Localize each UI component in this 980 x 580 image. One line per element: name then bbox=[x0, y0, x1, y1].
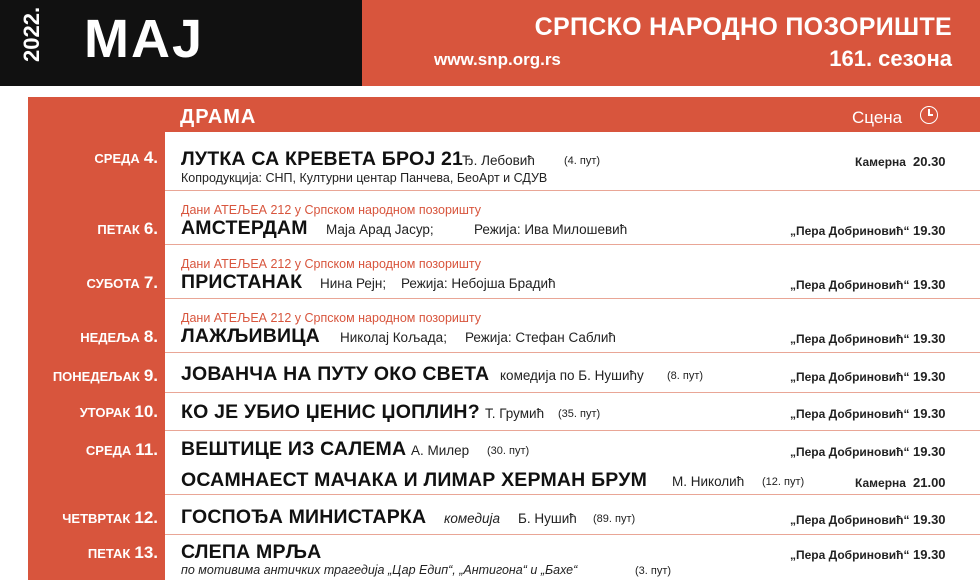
play-title[interactable]: ОСАМНАЕСТ МАЧАКА И ЛИМАР ХЕРМАН БРУМ bbox=[181, 469, 648, 491]
show-time: 19.30 bbox=[913, 406, 946, 421]
show-time: 21.00 bbox=[913, 475, 946, 490]
section-title: ДРАМА bbox=[180, 106, 257, 128]
row-divider bbox=[165, 534, 980, 535]
play-title[interactable]: ГОСПОЂА МИНИСТАРКА bbox=[181, 506, 427, 528]
stage-name: „Пера Добриновић“ bbox=[790, 513, 910, 527]
performance-count: (8. пут) bbox=[667, 370, 704, 382]
date-label: СРЕДА 4. bbox=[94, 148, 158, 167]
play-genre: комедија bbox=[444, 511, 500, 526]
play-director: Режија: Небојша Брадић bbox=[401, 276, 556, 291]
show-time: 19.30 bbox=[913, 277, 946, 292]
header-theatre-block bbox=[362, 0, 980, 86]
play-author: комедија по Б. Нушићу bbox=[500, 368, 644, 383]
play-title[interactable]: ПРИСТАНАК bbox=[181, 271, 303, 293]
year-label: 2022. bbox=[19, 6, 44, 62]
row-divider bbox=[165, 392, 980, 393]
date-label: ПОНЕДЕЉАК 9. bbox=[52, 366, 158, 385]
play-title[interactable]: СЛЕПА МРЉА bbox=[181, 541, 322, 563]
date-label: НЕДЕЉА 8. bbox=[80, 327, 158, 346]
play-subtitle: Копродукција: СНП, Културни центар Панчева, БеоАрт и СДУВ bbox=[181, 171, 548, 185]
play-author: Ђ. Лебовић bbox=[462, 153, 535, 168]
show-time: 19.30 bbox=[913, 547, 946, 562]
play-author: Т. Грумић bbox=[485, 406, 545, 421]
show-time: 19.30 bbox=[913, 444, 946, 459]
stage-column-label: Сцена bbox=[852, 108, 903, 127]
performance-count: (89. пут) bbox=[593, 513, 636, 525]
play-author: Нина Рејн; bbox=[320, 276, 387, 291]
guest-note: Дани АТЕЉЕА 212 у Српском народном позоришту bbox=[181, 203, 482, 217]
play-subtitle: по мотивима античких трагедија „Цар Едип“, „Антигона“ и „Бахе“ bbox=[181, 563, 578, 577]
play-author: Б. Нушић bbox=[518, 511, 577, 526]
stage-name: Камерна bbox=[855, 476, 906, 490]
guest-note: Дани АТЕЉЕА 212 у Српском народном позоришту bbox=[181, 311, 482, 325]
date-label: СРЕДА 11. bbox=[85, 440, 158, 459]
play-author: Маја Арад Јасур; bbox=[326, 222, 434, 237]
stage-name: „Пера Добриновић“ bbox=[790, 407, 910, 421]
show-time: 19.30 bbox=[913, 512, 946, 527]
play-title[interactable]: ЛАЖЉИВИЦА bbox=[181, 325, 320, 347]
performance-count: (35. пут) bbox=[558, 408, 601, 420]
show-time: 20.30 bbox=[913, 154, 946, 169]
play-title[interactable]: АМСТЕРДАМ bbox=[181, 217, 308, 239]
play-author: Николај Кољада; bbox=[340, 330, 447, 345]
stage-name: „Пера Добриновић“ bbox=[790, 548, 910, 562]
performance-count: (4. пут) bbox=[564, 155, 601, 167]
play-director: Режија: Ива Милошевић bbox=[474, 222, 628, 237]
show-time: 19.30 bbox=[913, 369, 946, 384]
date-label: ПЕТАК 13. bbox=[87, 543, 158, 562]
stage-name: „Пера Добриновић“ bbox=[790, 445, 910, 459]
month-title: МАЈ bbox=[84, 9, 205, 69]
play-title[interactable]: ЈОВАНЧА НА ПУТУ ОКО СВЕТА bbox=[181, 363, 490, 385]
row-divider bbox=[165, 190, 980, 191]
stage-name: „Пера Добриновић“ bbox=[790, 332, 910, 346]
row-divider bbox=[165, 494, 980, 495]
performance-count: (12. пут) bbox=[762, 476, 805, 488]
play-title[interactable]: ВЕШТИЦЕ ИЗ САЛЕМА bbox=[181, 438, 407, 460]
row-divider bbox=[165, 430, 980, 431]
stage-name: Камерна bbox=[855, 155, 906, 169]
stage-name: „Пера Добриновић“ bbox=[790, 224, 910, 238]
clock-icon bbox=[920, 106, 938, 124]
date-label: СУБОТА 7. bbox=[86, 273, 158, 292]
play-author: А. Милер bbox=[411, 443, 470, 458]
date-label: УТОРАК 10. bbox=[79, 402, 158, 421]
performance-count: (30. пут) bbox=[487, 445, 530, 457]
play-director: Режија: Стефан Саблић bbox=[465, 330, 616, 345]
date-label: ПЕТАК 6. bbox=[97, 219, 158, 238]
row-divider bbox=[165, 244, 980, 245]
play-title[interactable]: КО ЈЕ УБИО ЏЕНИС ЏОПЛИН? bbox=[181, 401, 480, 423]
guest-note: Дани АТЕЉЕА 212 у Српском народном позоришту bbox=[181, 257, 482, 271]
show-time: 19.30 bbox=[913, 331, 946, 346]
stage-name: „Пера Добриновић“ bbox=[790, 278, 910, 292]
performance-count: (3. пут) bbox=[635, 565, 672, 577]
date-label: ЧЕТВРТАК 12. bbox=[62, 508, 158, 527]
show-time: 19.30 bbox=[913, 223, 946, 238]
row-divider bbox=[165, 352, 980, 353]
play-author: М. Николић bbox=[672, 474, 745, 489]
play-title[interactable]: ЛУТКА СА КРЕВЕТА БРОЈ 21 bbox=[181, 148, 464, 170]
stage-name: „Пера Добриновић“ bbox=[790, 370, 910, 384]
theatre-name: СРПСКО НАРОДНО ПОЗОРИШТЕ bbox=[534, 13, 952, 41]
website-link[interactable]: www.snp.org.rs bbox=[434, 50, 561, 69]
row-divider bbox=[165, 298, 980, 299]
season-label: 161. сезона bbox=[829, 46, 952, 71]
